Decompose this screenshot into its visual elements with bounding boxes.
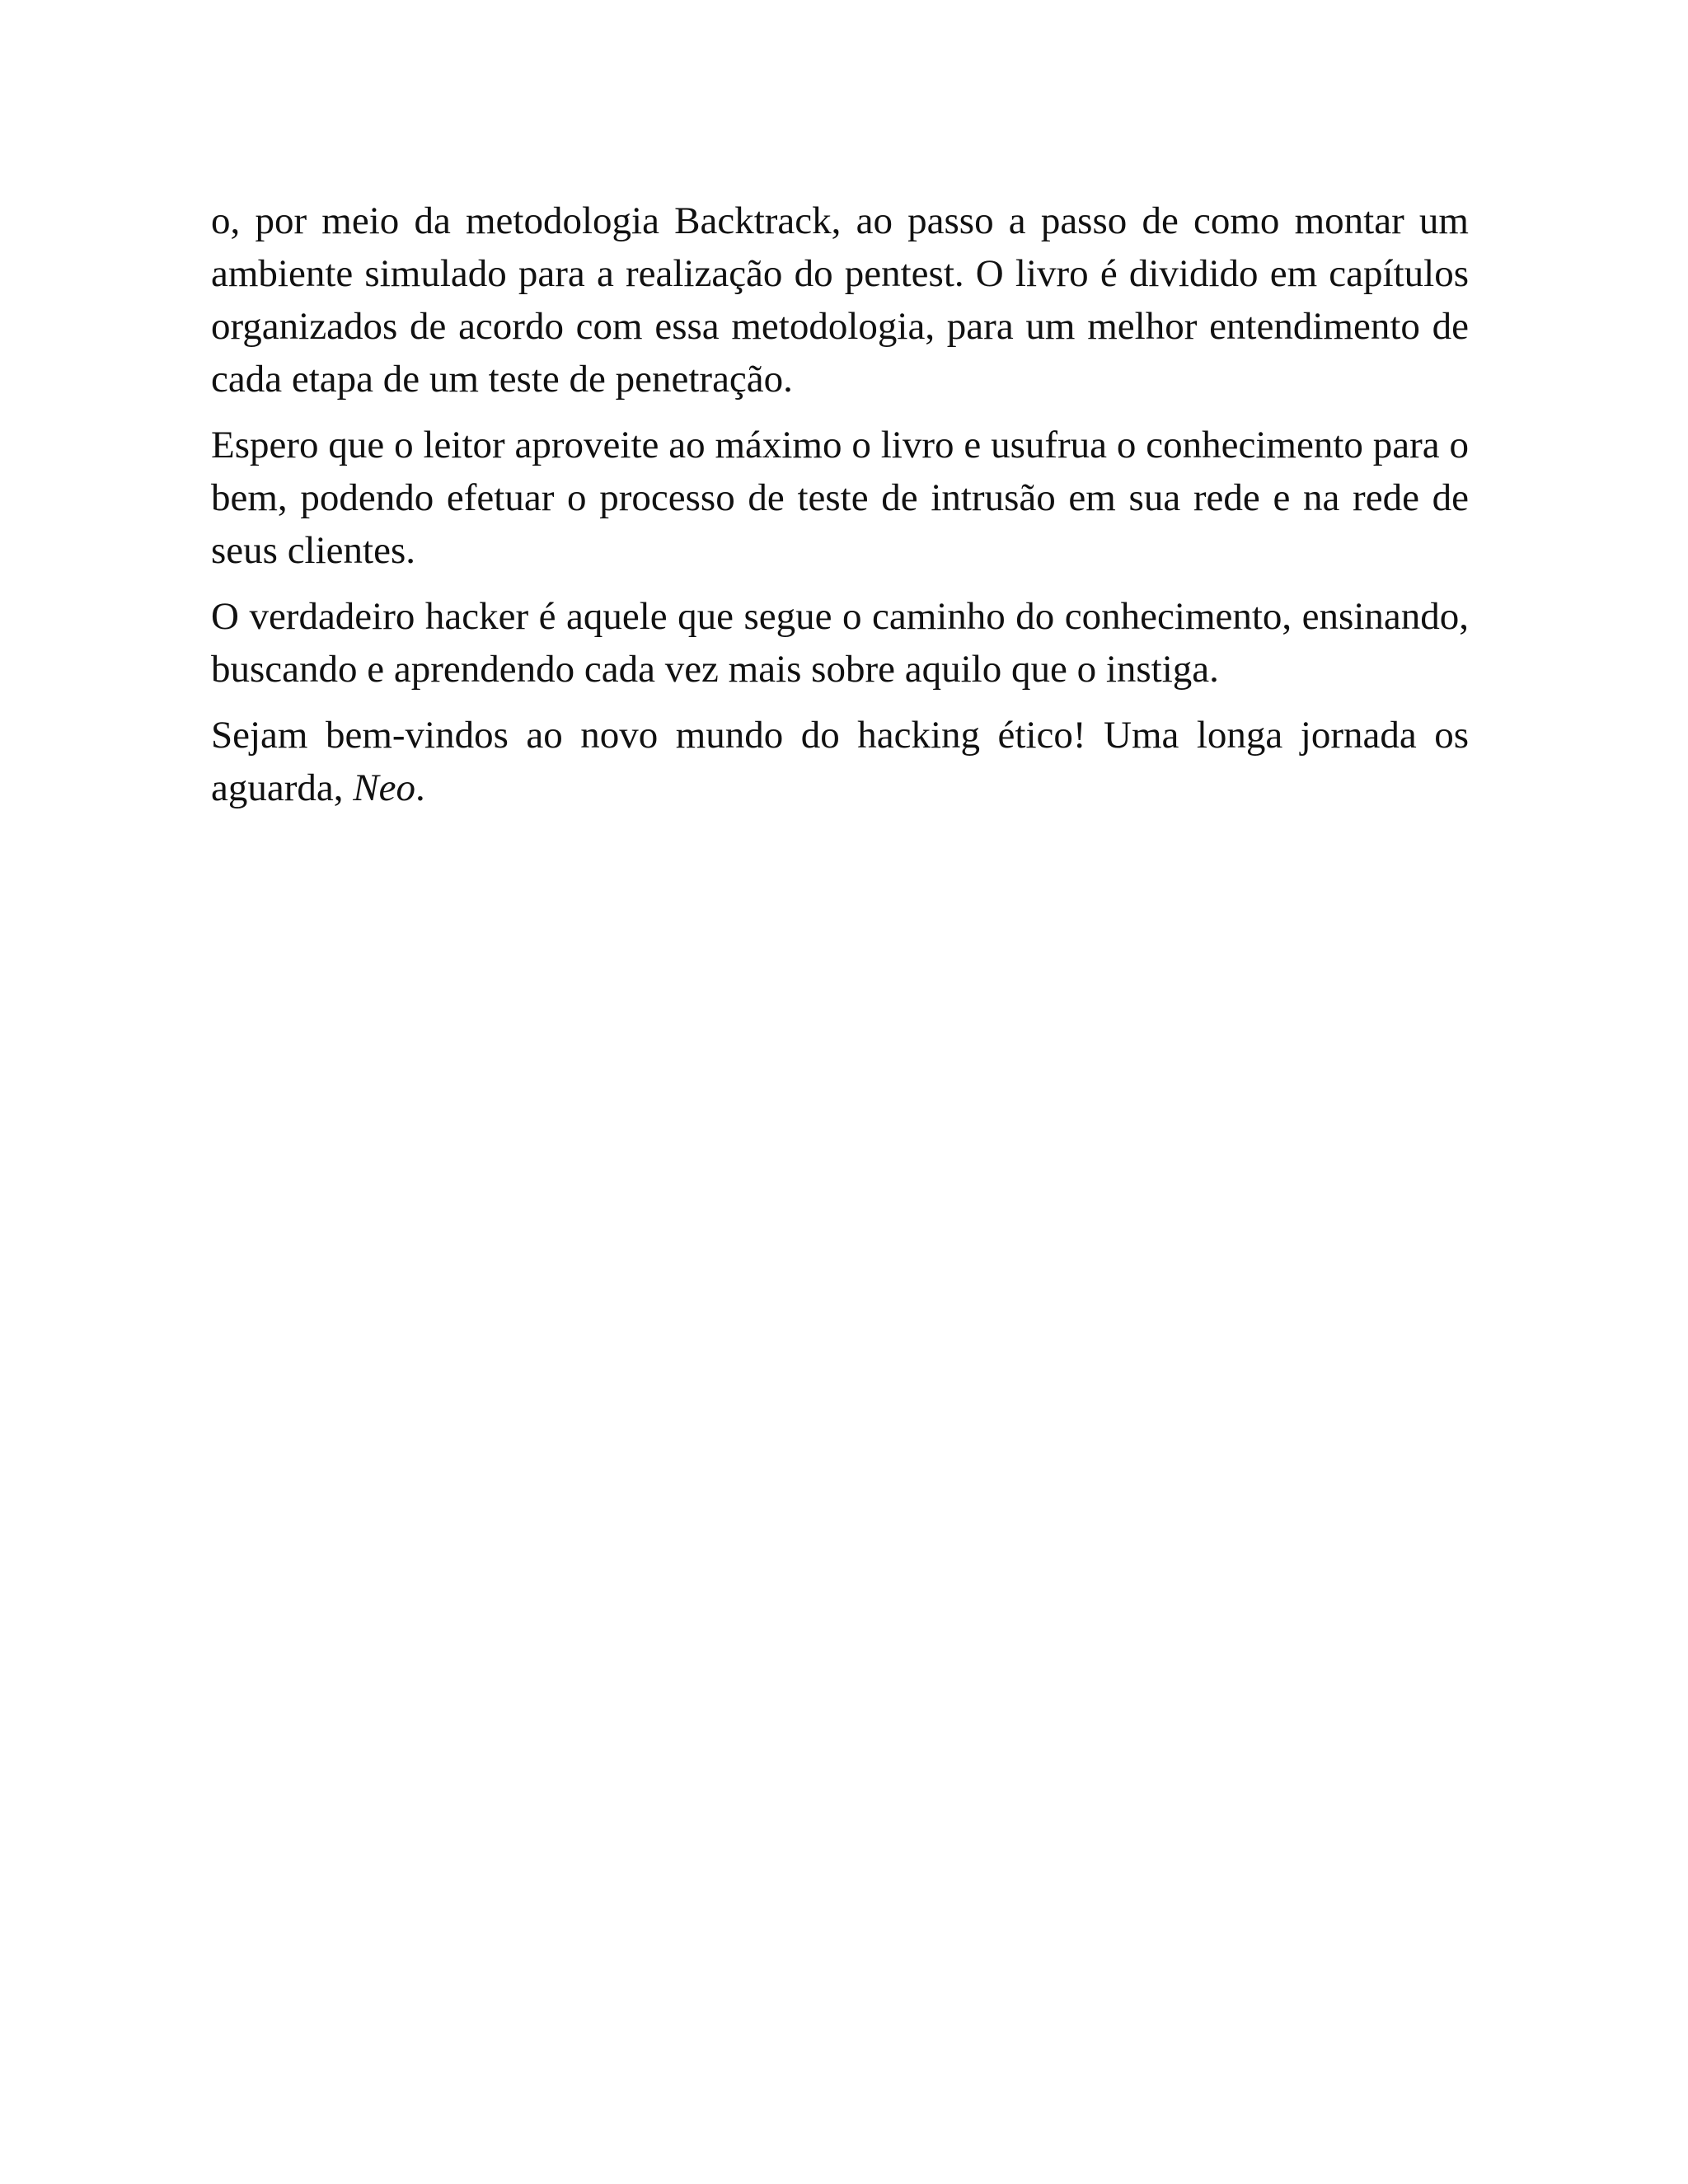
paragraph-2: Espero que o leitor aproveite ao máximo o livro e usufrua o conhecimento para o bem, podendo efetuar o processo de teste de intrusão em sua rede e na rede de seus clientes. xyxy=(211,424,1469,572)
paragraph-4-text: Sejam bem-vindos ao novo mundo do hacking ético! Uma longa jornada os aguarda, xyxy=(211,714,1469,809)
paragraph-4 xyxy=(211,709,1469,814)
paragraph-3: O verdadeiro hacker é aquele que segue o caminho do conhecimento, ensinando, buscando e aprendendo cada vez mais sobre aquilo que o instiga. xyxy=(211,595,1469,691)
italic-name: Neo xyxy=(353,766,415,809)
paragraph-1: o, por meio da metodologia Backtrack, ao passo a passo de como montar um ambiente simulado para a realização do pentest. O livro é dividido em capítulos organizados de acordo com essa metodologia, para um melhor entendimento de cada etapa de um teste de penetração. xyxy=(211,199,1469,401)
paragraph-4-end: . xyxy=(415,766,425,809)
body-text xyxy=(211,194,1469,827)
